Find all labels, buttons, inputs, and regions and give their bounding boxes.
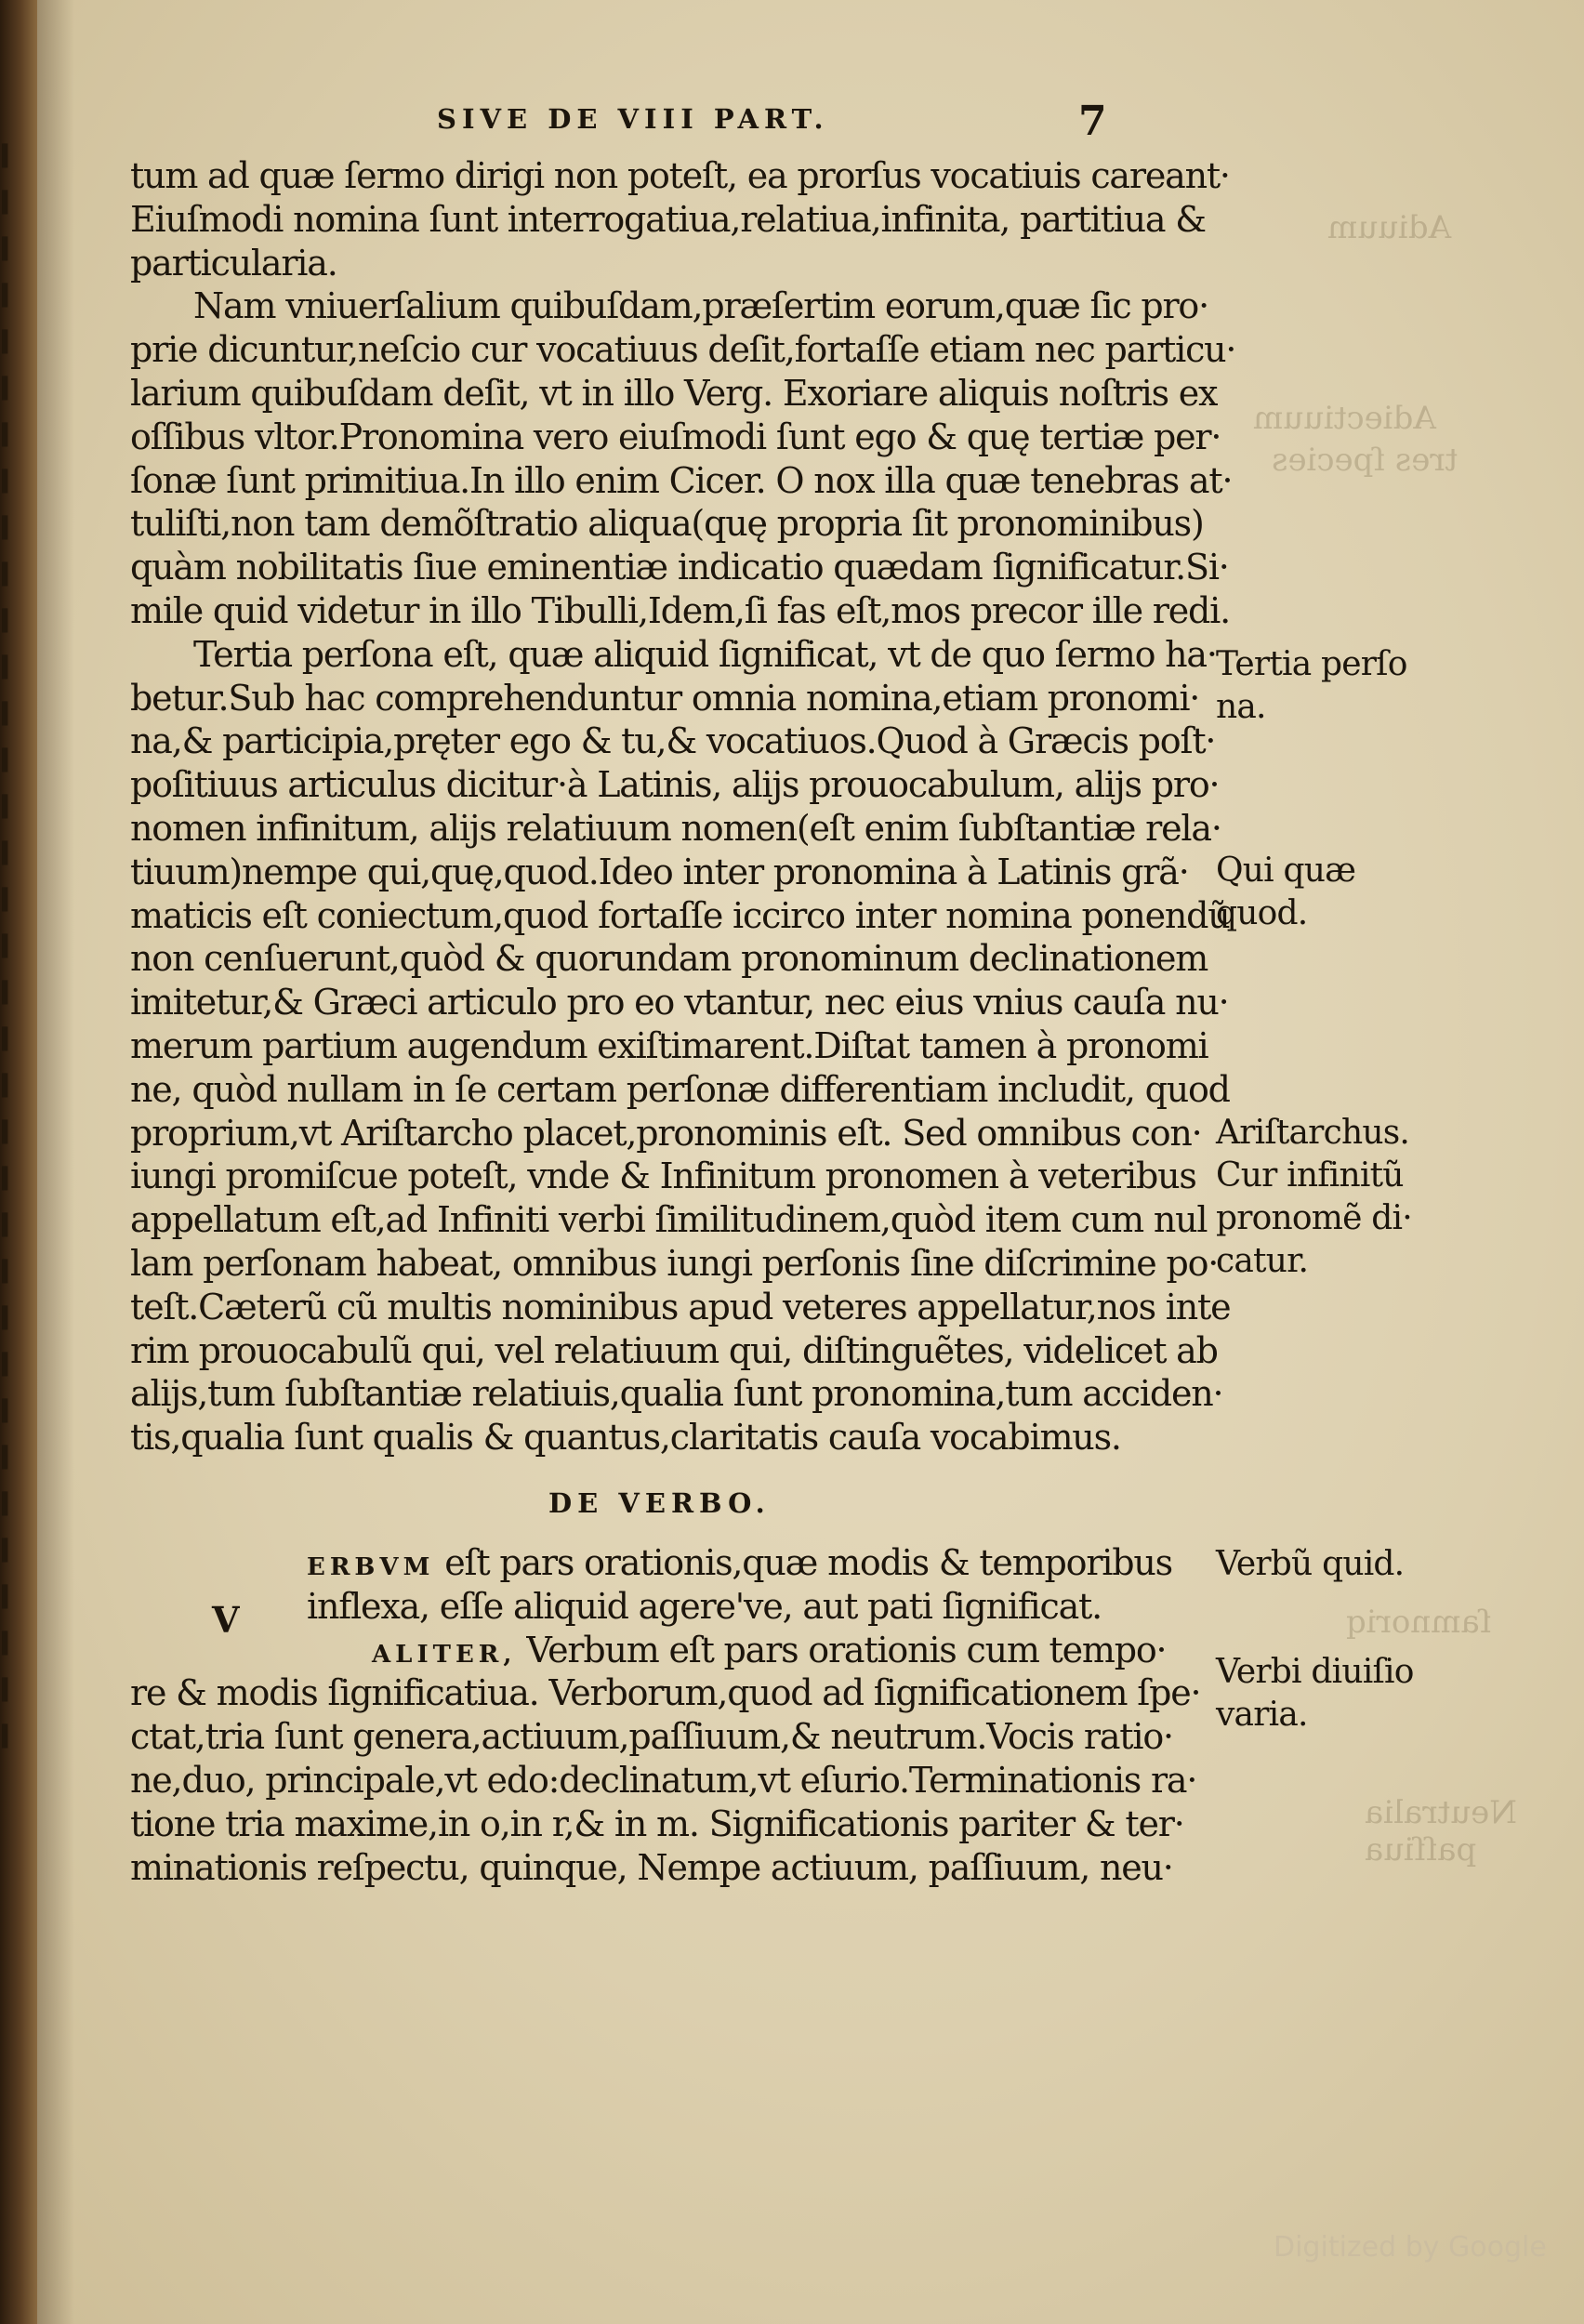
text-line: [130, 1629, 1199, 1672]
line-text: eſt pars orationis,quæ modis & temporibus: [434, 1542, 1172, 1583]
text-line: particularia.: [130, 242, 337, 284]
text-line: mile quid videtur in illo Tibulli,Idem,ſi fas eſt,mos precor ille redi.: [130, 589, 1230, 631]
text-line: prie dicuntur,neſcio cur vocatiuus deſit,fortaſſe etiam nec particu·: [130, 329, 1236, 371]
bleed-fragment: ▍: [2, 1725, 18, 1749]
bleed-fragment: ▍: [2, 1307, 18, 1330]
margin-note-verbum: Verbũ quid.: [1216, 1545, 1405, 1583]
bleed-fragment: ▍: [2, 1400, 18, 1423]
bleed-fragment: ▍: [2, 935, 18, 958]
bleed-fragment: ▍: [2, 1214, 18, 1237]
text-line: betur.Sub hac comprehenduntur omnia nomina,etiam pronomi·: [130, 677, 1200, 719]
bleed-fragment: ▍: [2, 1168, 18, 1191]
text-line: proprium,vt Ariſtarcho placet,pronominis eſt. Sed omnibus con·: [130, 1112, 1202, 1154]
bleed-fragment: ▍: [2, 1446, 18, 1470]
bleed-fragment: ▍: [2, 1121, 18, 1144]
text-line: ſonæ ſunt primitiua.In illo enim Cicer. O nox illa quæ tenebras at·: [130, 459, 1233, 501]
body-text: [130, 154, 1236, 1459]
text-line: re & modis ſignificatiua. Verborum,quod ad ſignificationem ſpe·: [130, 1672, 1201, 1714]
bleed-fragment: ▍: [2, 1679, 18, 1702]
bleed-fragment: ▍: [2, 796, 18, 819]
text-line: inflexa, eſſe aliquid agere've, aut pati ſignificat.: [307, 1585, 1102, 1627]
margin-note-cur-cont: pronomẽ di·: [1216, 1199, 1412, 1237]
text-line: non cenſuerunt,quòd & quorundam pronominum declinationem: [130, 938, 1208, 980]
text-line: tione tria maxime,in o,in r,& in m. Significationis pariter & ter·: [130, 1802, 1184, 1844]
bleed-fragment: ▍: [2, 284, 18, 308]
text-line: Nam vniuerſalium quibuſdam,præſertim eorum,quæ ſic pro·: [193, 285, 1208, 327]
bleed-fragment: ▍: [2, 424, 18, 447]
bleed-fragment: ▍: [2, 1075, 18, 1098]
margin-note-qui-cont: quod.: [1216, 894, 1308, 932]
text-line: alijs,tum ſubſtantiæ relatiuis,qualia ſunt pronomina,tum acciden·: [130, 1373, 1223, 1415]
bleed-fragment: ▍: [2, 191, 18, 215]
adjacent-page-bleed: [2, 139, 33, 1813]
text-line: ctat,tria ſunt genera,actiuum,paſſiuum,& neutrum.Vocis ratio·: [130, 1716, 1173, 1758]
small-caps-lead: ALITER,: [372, 1640, 517, 1669]
line-text: Verbum eſt pars orationis cum tempo·: [516, 1629, 1167, 1670]
bleed-fragment: ▍: [2, 656, 18, 680]
bleed-fragment: ▍: [2, 377, 18, 401]
bleed-fragment: ▍: [2, 703, 18, 726]
show-through-text: tres ſpecies: [1272, 442, 1459, 479]
show-through-text: Adiuum: [1327, 209, 1452, 246]
text-line: oſſibus vltor.Pronomina vero eiuſmodi ſunt ego & quę tertiæ per·: [130, 416, 1221, 457]
text-line: [130, 1541, 1199, 1585]
text-line: Tertia perſona eſt, quæ aliquid ſignificat, vt de quo ſermo ha·: [193, 633, 1217, 675]
small-caps-lead: ERBVM: [307, 1553, 435, 1581]
bleed-fragment: ▍: [2, 145, 18, 168]
text-line: merum partium augendum exiſtimarent.Diſtat tamen à pronomi: [130, 1024, 1208, 1066]
show-through-text: Neutralia: [1365, 1794, 1517, 1831]
text-line: nomen infinitum, alijs relatiuum nomen(eſt enim ſubſtantiæ rela·: [130, 807, 1221, 849]
bleed-fragment: ▍: [2, 1353, 18, 1377]
margin-note-cur: Cur infinitũ: [1216, 1156, 1404, 1195]
text-line: tum ad quæ ſermo dirigi non poteſt, ea prorſus vocatiuis careant·: [130, 155, 1230, 196]
bleed-fragment: ▍: [2, 1632, 18, 1656]
margin-note-qui: Qui quæ: [1216, 852, 1356, 890]
text-line: appellatum eſt,ad Infiniti verbi ſimilitudinem,quòd item cum nul: [130, 1199, 1208, 1241]
text-line: iungi promiſcue poteſt, vnde & Infinitum pronomen à veteribus: [130, 1155, 1196, 1197]
bleed-fragment: ▍: [2, 1261, 18, 1284]
bleed-fragment: ▍: [2, 563, 18, 587]
show-through-text: ſamnoriq: [1346, 1604, 1492, 1641]
bleed-fragment: ▍: [2, 238, 18, 261]
bleed-fragment: ▍: [2, 1028, 18, 1051]
text-line: ne,duo, principale,vt edo:declinatum,vt eſurio.Terminationis ra·: [130, 1759, 1197, 1801]
text-line: rim prouocabulũ qui, vel relatiuum qui, diſtinguẽtes, videlicet ab: [130, 1329, 1218, 1371]
text-line: tuliſti,non tam demõſtratio aliqua(quę propria ſit pronominibus): [130, 503, 1204, 545]
text-line: Eiuſmodi nomina ſunt interrogatiua,relatiua,infinita, partitiua &: [130, 198, 1206, 240]
verbum-paragraph: [130, 1541, 1199, 1889]
margin-note-cur-end: catur.: [1216, 1242, 1309, 1280]
margin-note-tertia: Tertia perſo: [1216, 645, 1407, 683]
text-line: ne, quòd nullam in ſe certam perſonæ differentiam includit, quod: [130, 1068, 1230, 1110]
bleed-fragment: ▍: [2, 1493, 18, 1516]
margin-note-aristarchus: Ariſtarchus.: [1216, 1114, 1410, 1152]
text-line: tis,qualia ſunt qualis & quantus,claritatis cauſa vocabimus.: [130, 1417, 1121, 1459]
text-line: quàm nobilitatis ſiue eminentiæ indicatio quædam ſignificatur.Si·: [130, 547, 1229, 588]
bleed-fragment: ▍: [2, 517, 18, 540]
bleed-fragment: ▍: [2, 470, 18, 494]
drop-letter: V: [212, 1599, 240, 1641]
text-line: tiuum)nempe qui,quę,quod.Ideo inter pronomina à Latinis grã·: [130, 851, 1189, 892]
text-line: na,& participia,pręter ego & tu,& vocatiuos.Quod à Græcis poſt·: [130, 720, 1216, 762]
bleed-fragment: ▍: [2, 982, 18, 1005]
margin-note-divisio: Verbi diuiſio: [1216, 1653, 1414, 1691]
text-line: larium quibuſdam deſit, vt in illo Verg. Exoriare aliquis noſtris ex: [130, 372, 1218, 414]
page-header: [437, 98, 1125, 144]
margin-note-divisio-cont: varia.: [1216, 1696, 1308, 1734]
margin-note-tertia-cont: na.: [1216, 688, 1266, 726]
text-line: teſt.Cæterũ cũ multis nominibus apud veteres appellatur,nos inte: [130, 1286, 1231, 1327]
page-number: 7: [1078, 98, 1107, 145]
margin-notes: [1216, 0, 1517, 2324]
text-line: lam perſonam habeat, omnibus iungi perſonis ſine diſcrimine po·: [130, 1242, 1219, 1284]
show-through-text: paſſiua: [1365, 1831, 1477, 1868]
spine-shadow: [37, 0, 74, 2324]
bleed-fragment: ▍: [2, 749, 18, 772]
running-title: SIVE DE VIII PART.: [437, 103, 829, 135]
section-heading: DE VERBO.: [548, 1487, 771, 1519]
text-line: poſitiuus articulus dicitur·à Latinis, alijs prouocabulum, alijs pro·: [130, 764, 1220, 806]
text-line: minationis reſpectu, quinque, Nempe actiuum, paſſiuum, neu·: [130, 1846, 1173, 1888]
bleed-fragment: ▍: [2, 331, 18, 354]
bleed-fragment: ▍: [2, 842, 18, 865]
digitized-watermark: Digitized by Google: [1274, 2231, 1547, 2264]
text-line: maticis eſt coniectum,quod fortaſſe iccirco inter nomina ponendũ: [130, 894, 1230, 936]
show-through-text: Adiectiuum: [1253, 400, 1436, 437]
bleed-fragment: ▍: [2, 889, 18, 912]
bleed-fragment: ▍: [2, 1539, 18, 1563]
bleed-fragment: ▍: [2, 610, 18, 633]
text-line: imitetur,& Græci articulo pro eo vtantur, nec eius vnius cauſa nu·: [130, 982, 1229, 1023]
bleed-fragment: ▍: [2, 1586, 18, 1609]
